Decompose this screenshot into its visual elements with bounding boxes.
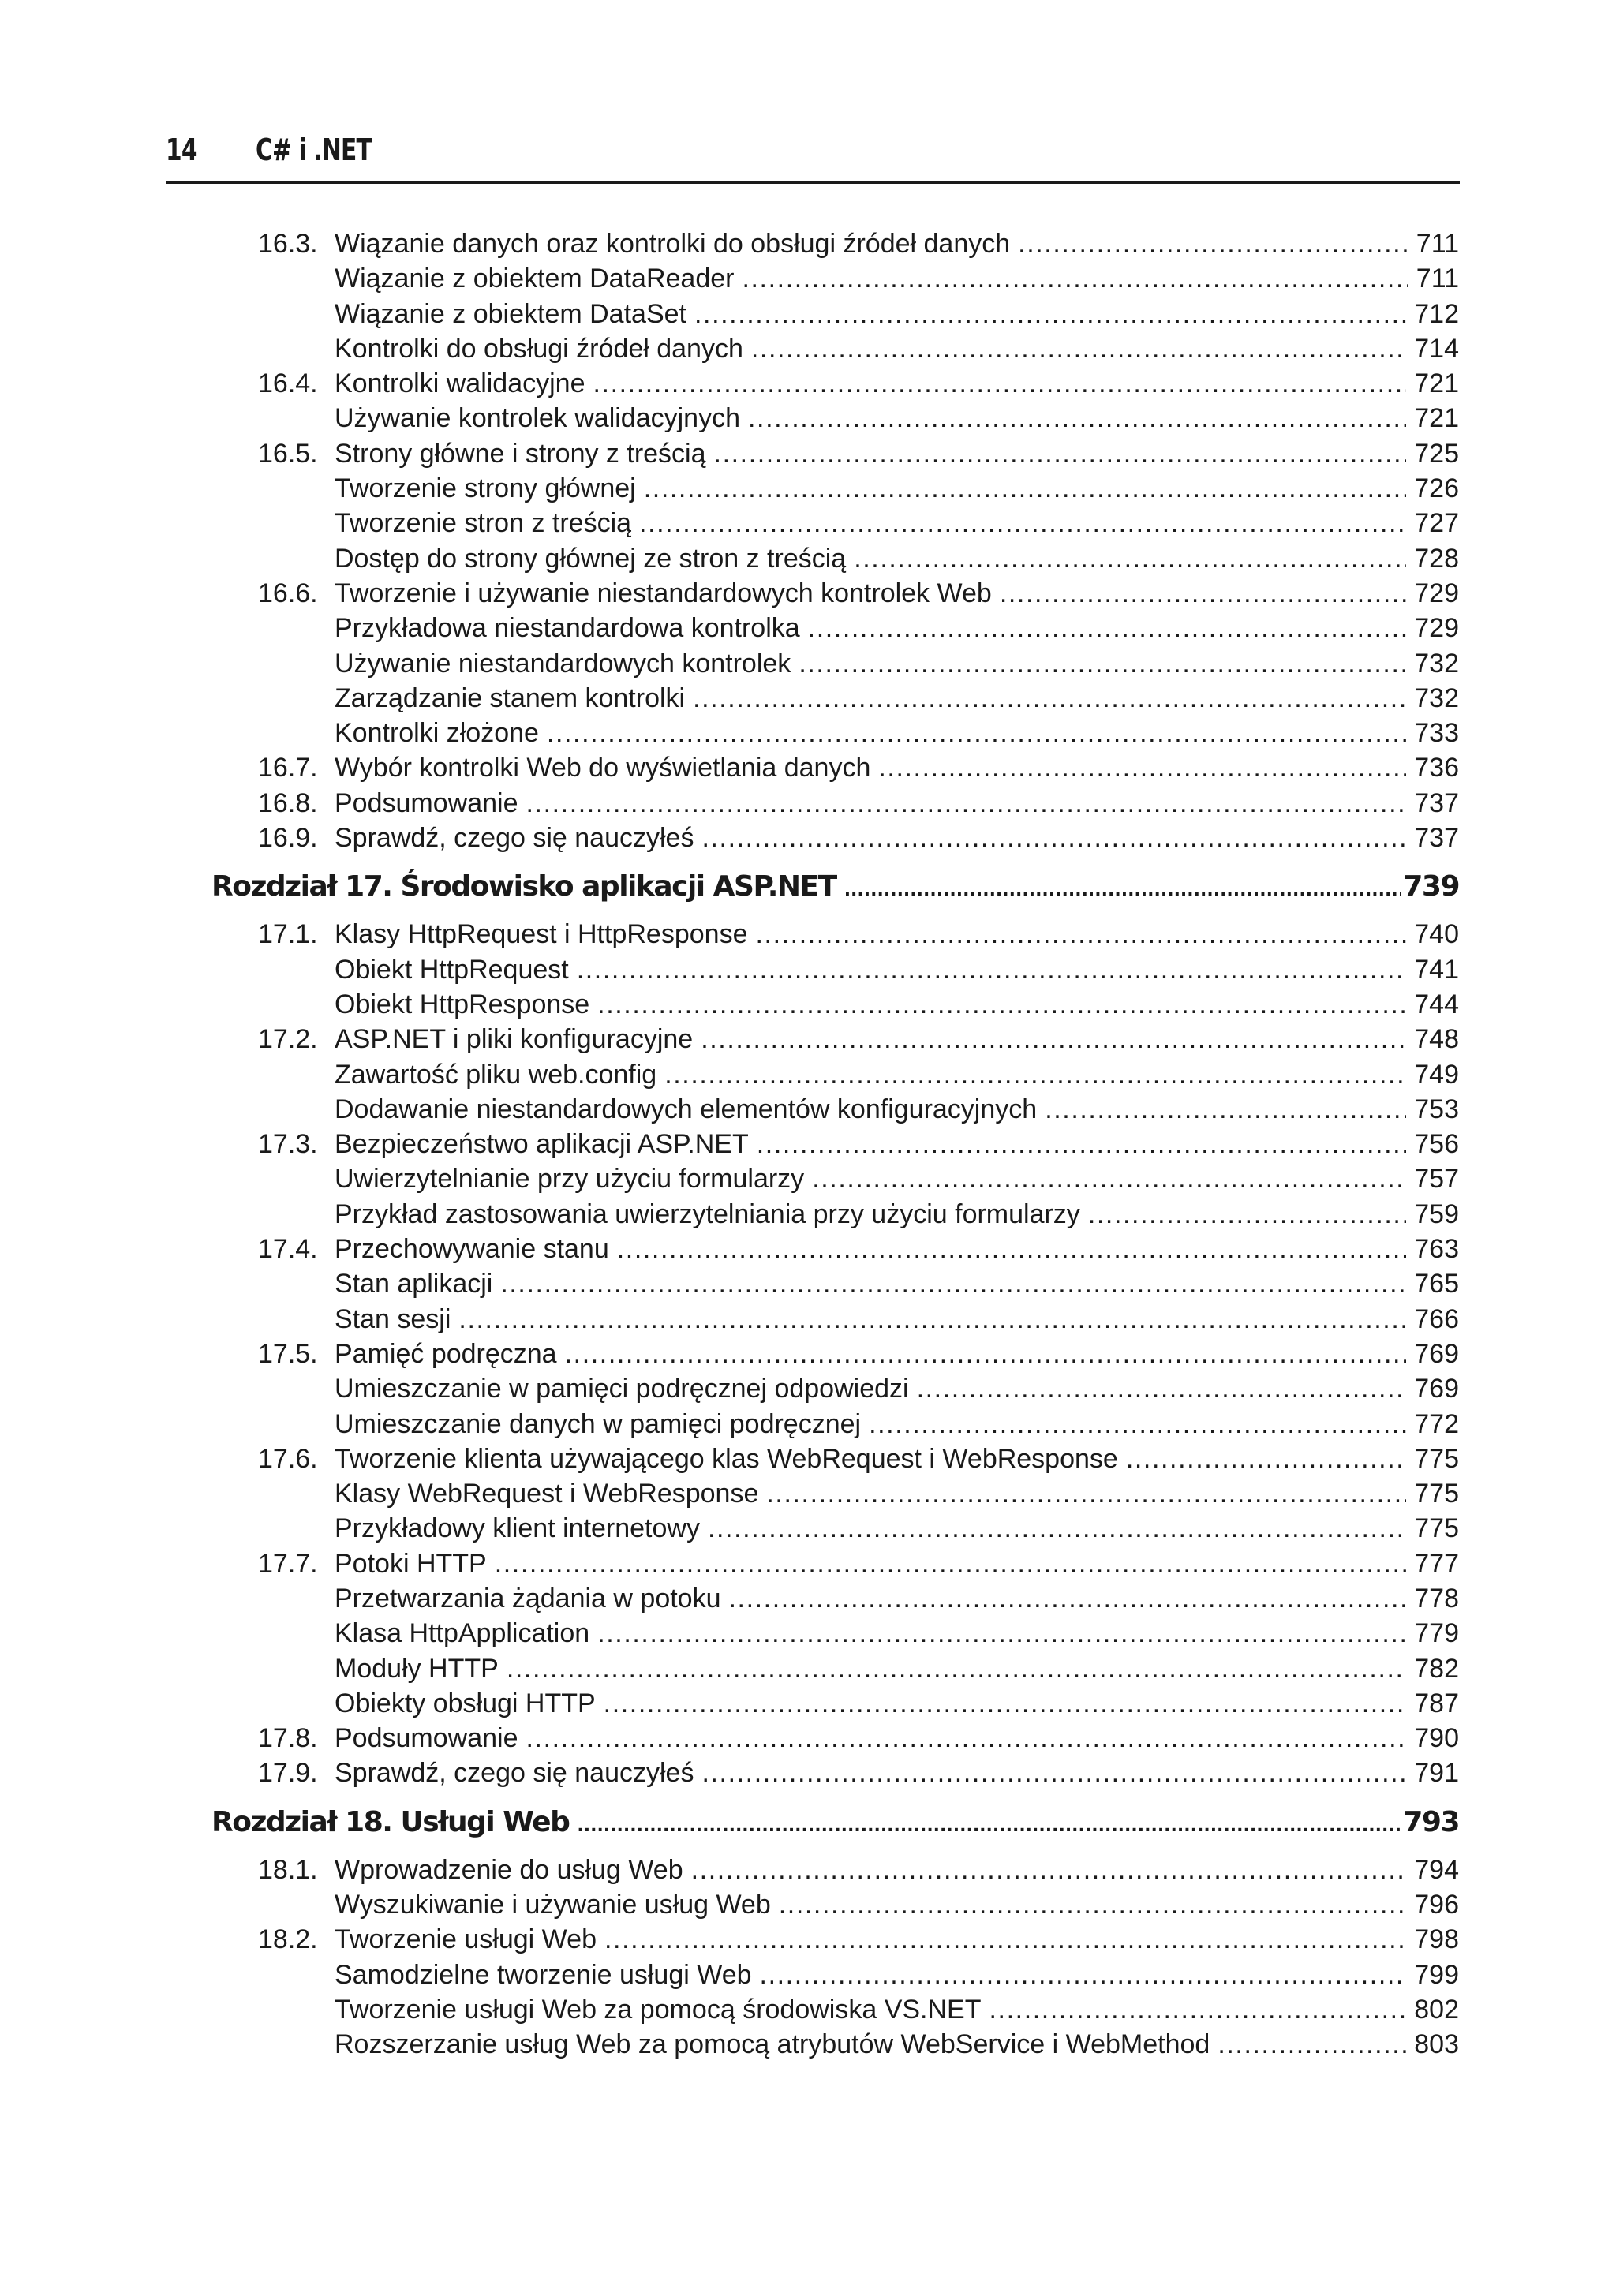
toc-section-number: 16.4. bbox=[258, 368, 318, 399]
toc-page-number: 712 bbox=[1414, 298, 1459, 329]
toc-entry-line bbox=[335, 1855, 1459, 1886]
toc-entry-line bbox=[335, 919, 1459, 950]
toc-subsection-entry bbox=[0, 1887, 1616, 1921]
toc-entry-line bbox=[335, 1924, 1459, 1955]
dot-leader bbox=[844, 881, 1402, 900]
toc-section-number: 17.4. bbox=[258, 1234, 318, 1265]
toc-page-number: 798 bbox=[1414, 1924, 1459, 1955]
toc-entry-title: Tworzenie usługi Web za pomocą środowiska VS.NET bbox=[335, 1994, 982, 2025]
toc-entry-title: Dostęp do strony głównej ze stron z treścią bbox=[335, 543, 847, 574]
toc-entry-title: Samodzielne tworzenie usługi Web bbox=[335, 1959, 752, 1990]
toc-section-entry bbox=[0, 436, 1616, 470]
toc-subsection-entry bbox=[0, 680, 1616, 715]
toc-entry-title: Sprawdź, czego się nauczyłeś bbox=[335, 823, 694, 854]
toc-entry-title: Używanie niestandardowych kontrolek bbox=[335, 648, 791, 679]
toc-subsection-entry bbox=[0, 2026, 1616, 2061]
toc-entry-line bbox=[335, 1444, 1459, 1475]
toc-entry-title: Tworzenie usługi Web bbox=[335, 1924, 597, 1955]
dot-leader bbox=[691, 1855, 1407, 1886]
toc-section-entry bbox=[0, 785, 1616, 820]
dot-leader bbox=[526, 788, 1406, 819]
toc-chapter-title: Rozdział 18. Usługi Web bbox=[211, 1805, 570, 1838]
toc-section-entry bbox=[0, 916, 1616, 951]
toc-entry-title: Zawartość pliku web.config bbox=[335, 1059, 657, 1090]
dot-leader bbox=[869, 1409, 1406, 1440]
toc-entry-line bbox=[335, 403, 1459, 434]
toc-entry-title: Zarządzanie stanem kontrolki bbox=[335, 682, 686, 713]
dot-leader bbox=[694, 299, 1406, 330]
toc-section-entry bbox=[0, 1231, 1616, 1266]
dot-leader bbox=[701, 1024, 1406, 1055]
toc-page-number: 733 bbox=[1414, 718, 1459, 749]
toc-page-number: 787 bbox=[1414, 1688, 1459, 1718]
dot-leader bbox=[760, 1960, 1407, 1991]
toc-chapter-entry bbox=[0, 1790, 1616, 1852]
toc-page-number: 763 bbox=[1414, 1234, 1459, 1265]
toc-entry-title: Wprowadzenie do usług Web bbox=[335, 1854, 683, 1885]
dot-leader bbox=[751, 334, 1406, 365]
dot-leader bbox=[1218, 2029, 1406, 2060]
toc-page-number: 757 bbox=[1414, 1164, 1459, 1195]
toc-entry-title: Klasy HttpRequest i HttpResponse bbox=[335, 919, 748, 950]
toc-page-number: 756 bbox=[1414, 1129, 1459, 1160]
toc-entry-title: Moduły HTTP bbox=[335, 1653, 499, 1684]
toc-subsection-entry bbox=[0, 1651, 1616, 1685]
toc-page-number: 741 bbox=[1414, 954, 1459, 985]
toc-entry-title: Przechowywanie stanu bbox=[335, 1234, 609, 1265]
toc-entry-line bbox=[335, 649, 1459, 679]
toc-section-number: 16.7. bbox=[258, 753, 318, 783]
dot-leader bbox=[779, 1890, 1407, 1920]
dot-leader bbox=[714, 439, 1407, 469]
dot-leader bbox=[693, 683, 1406, 714]
dot-leader bbox=[917, 1374, 1407, 1404]
dot-leader bbox=[1088, 1199, 1406, 1230]
toc-section-number: 17.3. bbox=[258, 1129, 318, 1160]
toc-entry-title: Potoki HTTP bbox=[335, 1548, 487, 1579]
toc-entry-title: Obiekt HttpRequest bbox=[335, 954, 569, 985]
toc-entry-title: Kontrolki walidacyjne bbox=[335, 368, 585, 399]
toc-entry-title: Strony główne i strony z treścią bbox=[335, 438, 706, 469]
toc-subsection-entry bbox=[0, 1580, 1616, 1615]
dot-leader bbox=[597, 1618, 1406, 1649]
toc-chapter-entry bbox=[0, 854, 1616, 916]
toc-section-number: 17.7. bbox=[258, 1548, 318, 1579]
toc-page-number: 711 bbox=[1416, 229, 1459, 259]
toc-subsection-entry bbox=[0, 610, 1616, 645]
toc-entry-title: Pamięć podręczna bbox=[335, 1338, 557, 1369]
toc-subsection-entry bbox=[0, 1196, 1616, 1231]
toc-entry-line bbox=[335, 989, 1459, 1020]
toc-entry-line bbox=[335, 578, 1459, 609]
toc-entry-line bbox=[335, 1995, 1459, 2025]
dot-leader bbox=[755, 919, 1406, 950]
toc-subsection-entry bbox=[0, 1301, 1616, 1336]
toc-section-entry bbox=[0, 1546, 1616, 1580]
toc-page-number: 732 bbox=[1414, 648, 1459, 679]
toc-section-entry bbox=[0, 365, 1616, 400]
toc-page-number: 729 bbox=[1414, 613, 1459, 644]
toc-section-entry bbox=[0, 226, 1616, 260]
toc-entry-title: Rozszerzanie usług Web za pomocą atrybutów WebService i WebMethod bbox=[335, 2029, 1210, 2060]
toc-page-number: 737 bbox=[1414, 823, 1459, 854]
toc-subsection-entry bbox=[0, 296, 1616, 331]
toc-subsection-entry bbox=[0, 400, 1616, 435]
dot-leader bbox=[1045, 1094, 1406, 1125]
toc-subsection-entry bbox=[0, 645, 1616, 680]
toc-entry-line bbox=[335, 1409, 1459, 1440]
toc-entry-title: Przykładowy klient internetowy bbox=[335, 1513, 700, 1544]
toc-entry-line bbox=[335, 264, 1459, 294]
toc-section-number: 17.8. bbox=[258, 1723, 318, 1754]
toc-section-number: 16.6. bbox=[258, 578, 318, 608]
toc-section-number: 17.5. bbox=[258, 1338, 318, 1369]
toc-subsection-entry bbox=[0, 540, 1616, 575]
toc-section-entry bbox=[0, 575, 1616, 610]
toc-entry-line bbox=[335, 544, 1459, 574]
toc-subsection-entry bbox=[0, 1091, 1616, 1126]
toc-entry-title: Umieszczanie w pamięci podręcznej odpowiedzi bbox=[335, 1374, 909, 1404]
toc-entry-line bbox=[335, 299, 1459, 330]
toc-entry-title: Umieszczanie danych w pamięci podręcznej bbox=[335, 1408, 862, 1439]
dot-leader bbox=[500, 1269, 1406, 1299]
toc-page-number: 740 bbox=[1414, 919, 1459, 950]
dot-leader bbox=[577, 1816, 1401, 1836]
toc-page-number: 775 bbox=[1414, 1479, 1459, 1509]
toc-subsection-entry bbox=[0, 1161, 1616, 1195]
toc-page-number: 739 bbox=[1403, 870, 1459, 903]
dot-leader bbox=[577, 955, 1407, 985]
toc-entry-line bbox=[335, 823, 1459, 854]
dot-leader bbox=[729, 1584, 1407, 1614]
toc-entry-title: Podsumowanie bbox=[335, 787, 518, 818]
toc-entry-line bbox=[335, 683, 1459, 714]
toc-entry-title: Obiekty obsługi HTTP bbox=[335, 1688, 596, 1718]
toc-subsection-entry bbox=[0, 1615, 1616, 1650]
toc-entry-line bbox=[335, 1024, 1459, 1055]
dot-leader bbox=[1018, 229, 1408, 260]
toc-entry-line bbox=[335, 1890, 1459, 1920]
toc-section-entry bbox=[0, 1021, 1616, 1056]
dot-leader bbox=[593, 368, 1407, 399]
dot-leader bbox=[757, 1129, 1407, 1160]
toc-entry-title: Obiekt HttpResponse bbox=[335, 989, 590, 1019]
toc-entry-line bbox=[335, 1304, 1459, 1335]
toc-entry-title: Kontrolki złożone bbox=[335, 718, 539, 749]
dot-leader bbox=[1126, 1444, 1406, 1475]
toc-subsection-entry bbox=[0, 1991, 1616, 2026]
toc-entry-title: Tworzenie klienta używającego klas WebRequest i WebResponse bbox=[335, 1443, 1118, 1474]
header-rule bbox=[166, 181, 1460, 184]
toc-page-number: 765 bbox=[1414, 1269, 1459, 1299]
toc-entry-line bbox=[335, 229, 1459, 260]
toc-page-number: 744 bbox=[1414, 989, 1459, 1019]
toc-entry-line bbox=[335, 718, 1459, 749]
toc-entry-line bbox=[335, 508, 1459, 539]
toc-entry-line bbox=[335, 1269, 1459, 1299]
toc-chapter-title: Rozdział 17. Środowisko aplikacji ASP.NET bbox=[211, 870, 836, 903]
toc-section-number: 16.8. bbox=[258, 787, 318, 818]
toc-page-number: 714 bbox=[1414, 333, 1459, 364]
dot-leader bbox=[854, 544, 1406, 574]
toc-entry-line bbox=[335, 1584, 1459, 1614]
toc-entry-line bbox=[335, 1129, 1459, 1160]
toc-entry-line bbox=[335, 439, 1459, 469]
dot-leader bbox=[458, 1304, 1406, 1335]
toc-entry-line bbox=[335, 1479, 1459, 1509]
toc-section-number: 18.2. bbox=[258, 1924, 318, 1955]
toc-subsection-entry bbox=[0, 505, 1616, 540]
toc-entry-line bbox=[335, 1374, 1459, 1404]
toc-section-entry bbox=[0, 1441, 1616, 1475]
toc-page-number: 802 bbox=[1414, 1994, 1459, 2025]
toc-entry-title: Uwierzytelnianie przy użyciu formularzy bbox=[335, 1164, 805, 1195]
dot-leader bbox=[766, 1479, 1406, 1509]
toc-page-number: 775 bbox=[1414, 1443, 1459, 1474]
toc-subsection-entry bbox=[0, 1370, 1616, 1405]
toc-page-number: 799 bbox=[1414, 1959, 1459, 1990]
toc-entry-line bbox=[335, 1060, 1459, 1090]
toc-page-number: 782 bbox=[1414, 1653, 1459, 1684]
toc-section-entry bbox=[0, 1921, 1616, 1956]
toc-page-number: 711 bbox=[1416, 264, 1459, 294]
toc-entry-line bbox=[211, 1806, 1459, 1838]
toc-page-number: 737 bbox=[1414, 787, 1459, 818]
toc-entry-title: Wybór kontrolki Web do wyświetlania danych bbox=[335, 753, 871, 783]
toc-section-entry bbox=[0, 750, 1616, 784]
dot-leader bbox=[565, 1339, 1407, 1370]
toc-subsection-entry bbox=[0, 1406, 1616, 1441]
toc-page-number: 766 bbox=[1414, 1303, 1459, 1334]
toc-section-number: 16.5. bbox=[258, 438, 318, 469]
dot-leader bbox=[701, 823, 1406, 854]
toc-section-entry bbox=[0, 1852, 1616, 1887]
toc-entry-title: Wiązanie danych oraz kontrolki do obsługi źródeł danych bbox=[335, 229, 1011, 259]
toc-page-number: 794 bbox=[1414, 1854, 1459, 1885]
dot-leader bbox=[507, 1654, 1406, 1685]
toc-section-number: 17.6. bbox=[258, 1443, 318, 1474]
dot-leader bbox=[604, 1688, 1407, 1719]
dot-leader bbox=[617, 1234, 1407, 1265]
toc-section-entry bbox=[0, 1755, 1616, 1789]
toc-entry-title: Podsumowanie bbox=[335, 1723, 518, 1754]
toc-section-number: 16.3. bbox=[258, 229, 318, 259]
toc-page-number: 791 bbox=[1414, 1758, 1459, 1789]
toc-page-number: 736 bbox=[1414, 753, 1459, 783]
toc-subsection-entry bbox=[0, 331, 1616, 365]
toc-entry-line bbox=[335, 1339, 1459, 1370]
toc-entry-line bbox=[335, 1688, 1459, 1719]
dot-leader bbox=[701, 1758, 1406, 1789]
toc-page-number: 803 bbox=[1414, 2029, 1459, 2060]
toc-page-number: 732 bbox=[1414, 682, 1459, 713]
dot-leader bbox=[526, 1723, 1406, 1754]
toc-entry-title: Tworzenie i używanie niestandardowych kontrolek Web bbox=[335, 578, 992, 608]
toc-section-number: 17.2. bbox=[258, 1024, 318, 1055]
toc-page-number: 769 bbox=[1414, 1374, 1459, 1404]
toc-page-number: 728 bbox=[1414, 543, 1459, 574]
page-number: 14 bbox=[166, 133, 197, 167]
toc-entry-title: Wiązanie z obiektem DataSet bbox=[335, 298, 686, 329]
dot-leader bbox=[878, 753, 1406, 783]
toc-entry-title: Tworzenie strony głównej bbox=[335, 473, 636, 504]
toc-entry-line bbox=[335, 1758, 1459, 1789]
toc-page-number: 779 bbox=[1414, 1618, 1459, 1649]
toc-entry-line bbox=[335, 1723, 1459, 1754]
dot-leader bbox=[495, 1549, 1407, 1580]
toc-entry-title: Klasy WebRequest i WebResponse bbox=[335, 1479, 759, 1509]
toc-page-number: 796 bbox=[1414, 1890, 1459, 1920]
toc-page-number: 729 bbox=[1414, 578, 1459, 608]
toc-entry-line bbox=[335, 1164, 1459, 1195]
toc-page-number: 725 bbox=[1414, 438, 1459, 469]
toc-entry-line bbox=[335, 955, 1459, 985]
toc-entry-title: Wyszukiwanie i używanie usług Web bbox=[335, 1890, 771, 1920]
toc-subsection-entry bbox=[0, 986, 1616, 1021]
dot-leader bbox=[644, 473, 1407, 504]
dot-leader bbox=[547, 718, 1406, 749]
dot-leader bbox=[989, 1995, 1407, 2025]
toc-entry-title: Przykład zastosowania uwierzytelniania przy użyciu formularzy bbox=[335, 1198, 1080, 1229]
dot-leader bbox=[1000, 578, 1406, 609]
toc-entry-title: Tworzenie stron z treścią bbox=[335, 508, 632, 539]
toc-entry-line bbox=[335, 753, 1459, 783]
toc-entry-line bbox=[335, 1618, 1459, 1649]
dot-leader bbox=[799, 649, 1406, 679]
toc-entry-line bbox=[335, 2029, 1459, 2060]
toc-page-number: 749 bbox=[1414, 1059, 1459, 1090]
toc-subsection-entry bbox=[0, 1266, 1616, 1300]
toc-entry-line bbox=[335, 1960, 1459, 1991]
toc-page-number: 775 bbox=[1414, 1513, 1459, 1544]
toc-page-number: 726 bbox=[1414, 473, 1459, 504]
toc-section-number: 18.1. bbox=[258, 1854, 318, 1885]
dot-leader bbox=[664, 1060, 1406, 1090]
toc-subsection-entry bbox=[0, 1475, 1616, 1510]
dot-leader bbox=[708, 1513, 1406, 1544]
toc-entry-title: Używanie kontrolek walidacyjnych bbox=[335, 403, 741, 434]
toc-page-number: 759 bbox=[1414, 1198, 1459, 1229]
dot-leader bbox=[808, 613, 1407, 644]
toc-subsection-entry bbox=[0, 260, 1616, 295]
toc-entry-line bbox=[211, 870, 1459, 903]
toc-section-entry bbox=[0, 1720, 1616, 1755]
toc-page-number: 721 bbox=[1414, 368, 1459, 399]
toc-page-number: 790 bbox=[1414, 1723, 1459, 1754]
toc-section-number: 16.9. bbox=[258, 823, 318, 854]
toc-page-number: 748 bbox=[1414, 1024, 1459, 1055]
toc-entry-title: Sprawdź, czego się nauczyłeś bbox=[335, 1758, 694, 1789]
toc-entry-title: Kontrolki do obsługi źródeł danych bbox=[335, 333, 743, 364]
toc-entry-line bbox=[335, 1513, 1459, 1544]
toc-section-entry bbox=[0, 1126, 1616, 1161]
running-header bbox=[166, 133, 1460, 180]
toc-entry-line bbox=[335, 368, 1459, 399]
toc-page-number: 793 bbox=[1403, 1805, 1459, 1838]
toc-entry-title: Dodawanie niestandardowych elementów konfiguracyjnych bbox=[335, 1094, 1038, 1124]
toc-page-number: 777 bbox=[1414, 1548, 1459, 1579]
toc-subsection-entry bbox=[0, 1957, 1616, 1991]
toc-subsection-entry bbox=[0, 1510, 1616, 1545]
toc-entry-line bbox=[335, 1234, 1459, 1265]
dot-leader bbox=[639, 508, 1406, 539]
toc-page-number: 753 bbox=[1414, 1094, 1459, 1124]
toc-page-number: 721 bbox=[1414, 403, 1459, 434]
toc-subsection-entry bbox=[0, 470, 1616, 505]
toc-page-number: 727 bbox=[1414, 508, 1459, 539]
toc-entry-title: Stan aplikacji bbox=[335, 1269, 493, 1299]
toc-entry-title: Bezpieczeństwo aplikacji ASP.NET bbox=[335, 1129, 749, 1160]
dot-leader bbox=[742, 264, 1408, 294]
toc-entry-title: Stan sesji bbox=[335, 1303, 451, 1334]
dot-leader bbox=[812, 1164, 1406, 1195]
toc-entry-title: Klasa HttpApplication bbox=[335, 1618, 590, 1649]
toc-section-number: 17.9. bbox=[258, 1758, 318, 1789]
toc-entry-line bbox=[335, 788, 1459, 819]
toc-subsection-entry bbox=[0, 952, 1616, 986]
toc-section-entry bbox=[0, 1336, 1616, 1370]
toc-entry-line bbox=[335, 613, 1459, 644]
toc-section-entry bbox=[0, 820, 1616, 854]
toc-entry-line bbox=[335, 1094, 1459, 1125]
toc-entry-title: Wiązanie z obiektem DataReader bbox=[335, 264, 735, 294]
toc-page-number: 772 bbox=[1414, 1408, 1459, 1439]
book-title: C# i .NET bbox=[256, 133, 372, 167]
toc-subsection-entry bbox=[0, 1685, 1616, 1720]
toc-page-number: 778 bbox=[1414, 1583, 1459, 1614]
toc-entry-line bbox=[335, 1654, 1459, 1685]
toc-subsection-entry bbox=[0, 1056, 1616, 1091]
toc-entry-line bbox=[335, 334, 1459, 365]
toc-entry-title: ASP.NET i pliki konfiguracyjne bbox=[335, 1024, 694, 1055]
toc-entry-line bbox=[335, 473, 1459, 504]
dot-leader bbox=[604, 1924, 1406, 1955]
toc-subsection-entry bbox=[0, 715, 1616, 750]
toc-entry-line bbox=[335, 1549, 1459, 1580]
dot-leader bbox=[748, 403, 1406, 434]
toc-entry-title: Przetwarzania żądania w potoku bbox=[335, 1583, 721, 1614]
toc-entry-line bbox=[335, 1199, 1459, 1230]
dot-leader bbox=[597, 989, 1406, 1020]
toc-page-number: 769 bbox=[1414, 1338, 1459, 1369]
toc-entry-title: Przykładowa niestandardowa kontrolka bbox=[335, 613, 800, 644]
toc-section-number: 17.1. bbox=[258, 919, 318, 950]
table-of-contents bbox=[0, 226, 1616, 2062]
